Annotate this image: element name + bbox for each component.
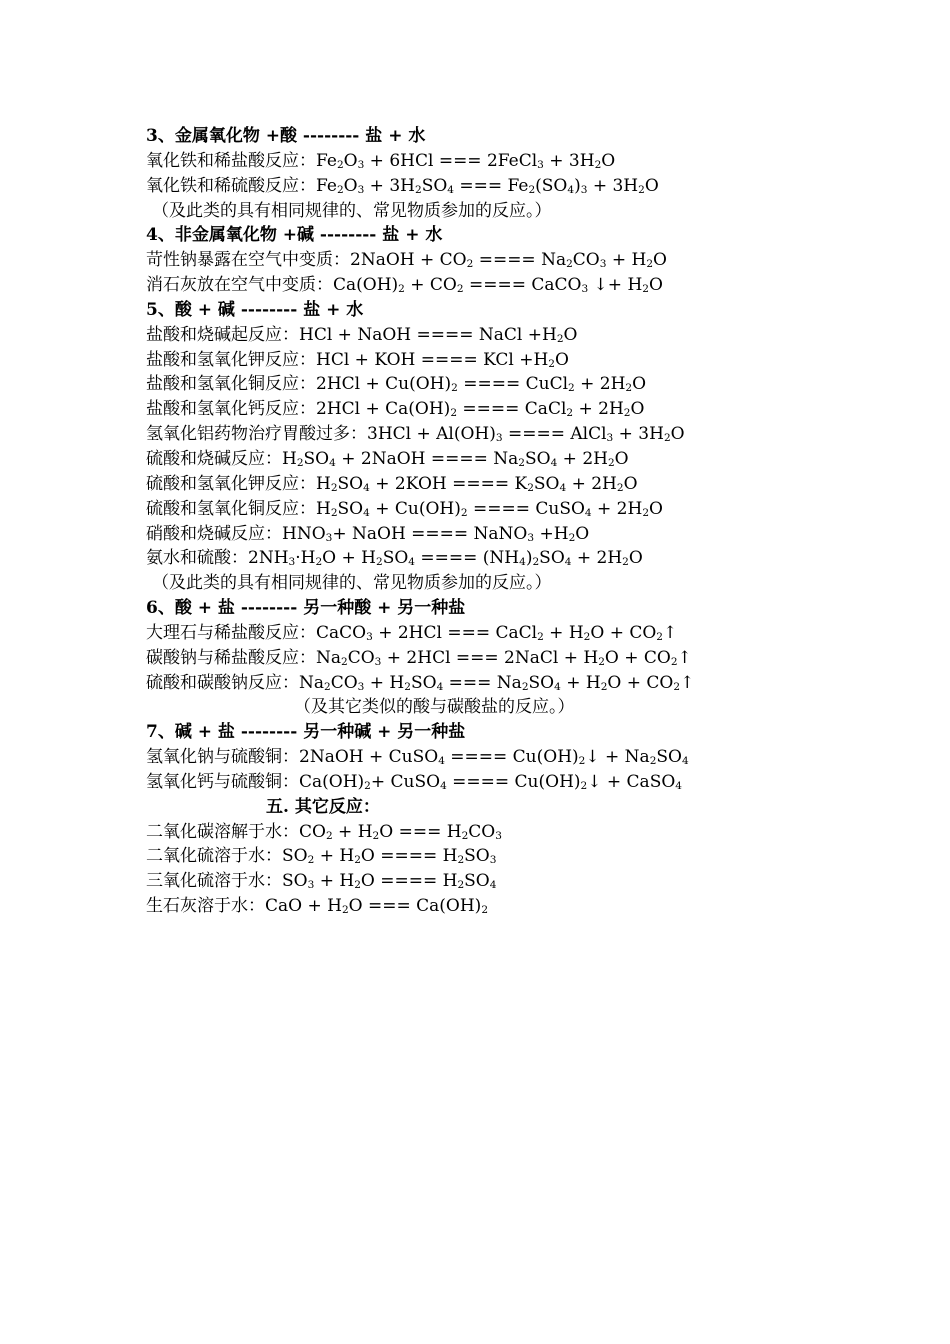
equation-line: 氢氧化钠与硫酸铜：2NaOH + CuSO$_4$ ==== $Cu(OH)_2↓ + Na_2SO_4$ <box>146 747 689 768</box>
section-heading: 3、金属氧化物 +酸 -------- 盐 + 水 <box>146 126 426 146</box>
note-line: （及此类的具有相同规律的、常见物质参加的反应。） <box>152 200 552 221</box>
note-line: （及此类的具有相同规律的、常见物质参加的反应。） <box>152 573 552 594</box>
equation-line: 苛性钠暴露在空气中变质：2NaOH + $CO_2$ ==== $Na_2CO_3 + H_2O$ <box>146 250 667 271</box>
equation-line: 三氧化硫溶于水：$SO_3 + H_2O$ ==== $H_2SO_4$ <box>146 871 497 892</box>
equation-line: 硫酸和烧碱反应：$H_2SO_4$ + 2NaOH ==== $Na_2SO_4 + 2H_2O$ <box>146 448 629 470</box>
equation-line: 硫酸和碳酸钠反应：$Na_2CO_3 + H_2SO_4$ === $Na_2SO_4 + H_2O$ + $CO_2↑$ <box>146 672 695 693</box>
equation-line: 盐酸和氢氧化钙反应：$2HCl + Ca(OH)_2$ ==== CaCl$_2$ + $2H_2O$ <box>146 399 645 420</box>
section-heading: 7、碱 + 盐 -------- 另一种碱 + 另一种盐 <box>146 722 466 743</box>
equation-line: 大理石与稀盐酸反应：CaCO$_3$ + 2HCl === CaCl$_2$ + $H_2O$ + $CO_2↑$ <box>146 622 678 643</box>
equation-line: 氨水和硫酸：$2NH_3\cdot H_2O + H_2SO_4$ ==== $(NH_4)_2SO_4 + 2H_2O$ <box>146 548 643 569</box>
document-body <box>146 124 906 919</box>
equation-line: 氧化铁和稀硫酸反应：$Fe_2O_3 + 3H_2SO_4$ === $Fe_2(SO_4)_3 + 3H_2O$ <box>146 175 659 196</box>
equation-line: 盐酸和氢氧化钾反应：HCl + KOH ==== KCl $+H_2O$ <box>146 349 569 370</box>
equation-line: 氧化铁和稀盐酸反应：$Fe_2O_3 + 6HCl$ === 2FeCl$_3$ + $3H_2O$ <box>146 150 616 171</box>
equation-line: 氢氧化钙与硫酸铜：$Ca(OH)_2+$ CuSO$_4$ ==== $Cu(OH)_2↓$ + CaSO$_4$ <box>146 771 682 793</box>
equation-line: 硝酸和烧碱反应：$HNO_3+$ NaOH ==== NaNO$_3$ $+H_2O$ <box>146 523 590 544</box>
equation-line: 生石灰溶于水：CaO + $H_2O$ === $Ca(OH)_2$ <box>146 896 489 917</box>
section-heading: 5、酸 + 碱 -------- 盐 + 水 <box>146 299 364 320</box>
equation-line: 硫酸和氢氧化铜反应：$H_2SO_4 + Cu(OH)_2$ ==== CuSO$_4$ + $2H_2O$ <box>146 498 663 519</box>
equation-line: 硫酸和氢氧化钾反应：$H_2SO_4 + 2KOH$ ==== $K_2SO_4 + 2H_2O$ <box>146 473 638 494</box>
equation-line: 碳酸钠与稀盐酸反应：$Na_2CO_3 + 2HCl$ === 2NaCl + $H_2O$ + $CO_2↑$ <box>146 647 692 668</box>
note-line: （及其它类似的酸与碳酸盐的反应。） <box>294 697 575 718</box>
section-title: 五. 其它反应： <box>266 796 380 817</box>
equation-line: 氢氧化铝药物治疗胃酸过多：$3HCl + Al(OH)_3$ ==== AlCl$_3$ + $3H_2O$ <box>146 424 685 445</box>
equation-line: 消石灰放在空气中变质：$Ca(OH)_2 + CO_2$ ==== CaCO$_3$ ↓+ $H_2O$ <box>146 275 663 296</box>
equation-line: 二氧化硫溶于水：$SO_2 + H_2O$ ==== $H_2SO_3$ <box>146 846 497 867</box>
section-heading: 4、非金属氧化物 +碱 -------- 盐 + 水 <box>146 225 443 246</box>
equation-line: 二氧化碳溶解于水：$CO_2 + H_2O$ === $H_2CO_3$ <box>146 821 502 842</box>
equation-line: 盐酸和烧碱起反应：HCl + NaOH ==== NaCl $+H_2O$ <box>146 324 578 345</box>
section-heading: 6、酸 + 盐 -------- 另一种酸 + 另一种盐 <box>146 598 466 619</box>
equation-line: 盐酸和氢氧化铜反应：$2HCl + Cu(OH)_2$ ==== CuCl$_2$ + $2H_2O$ <box>146 374 647 395</box>
